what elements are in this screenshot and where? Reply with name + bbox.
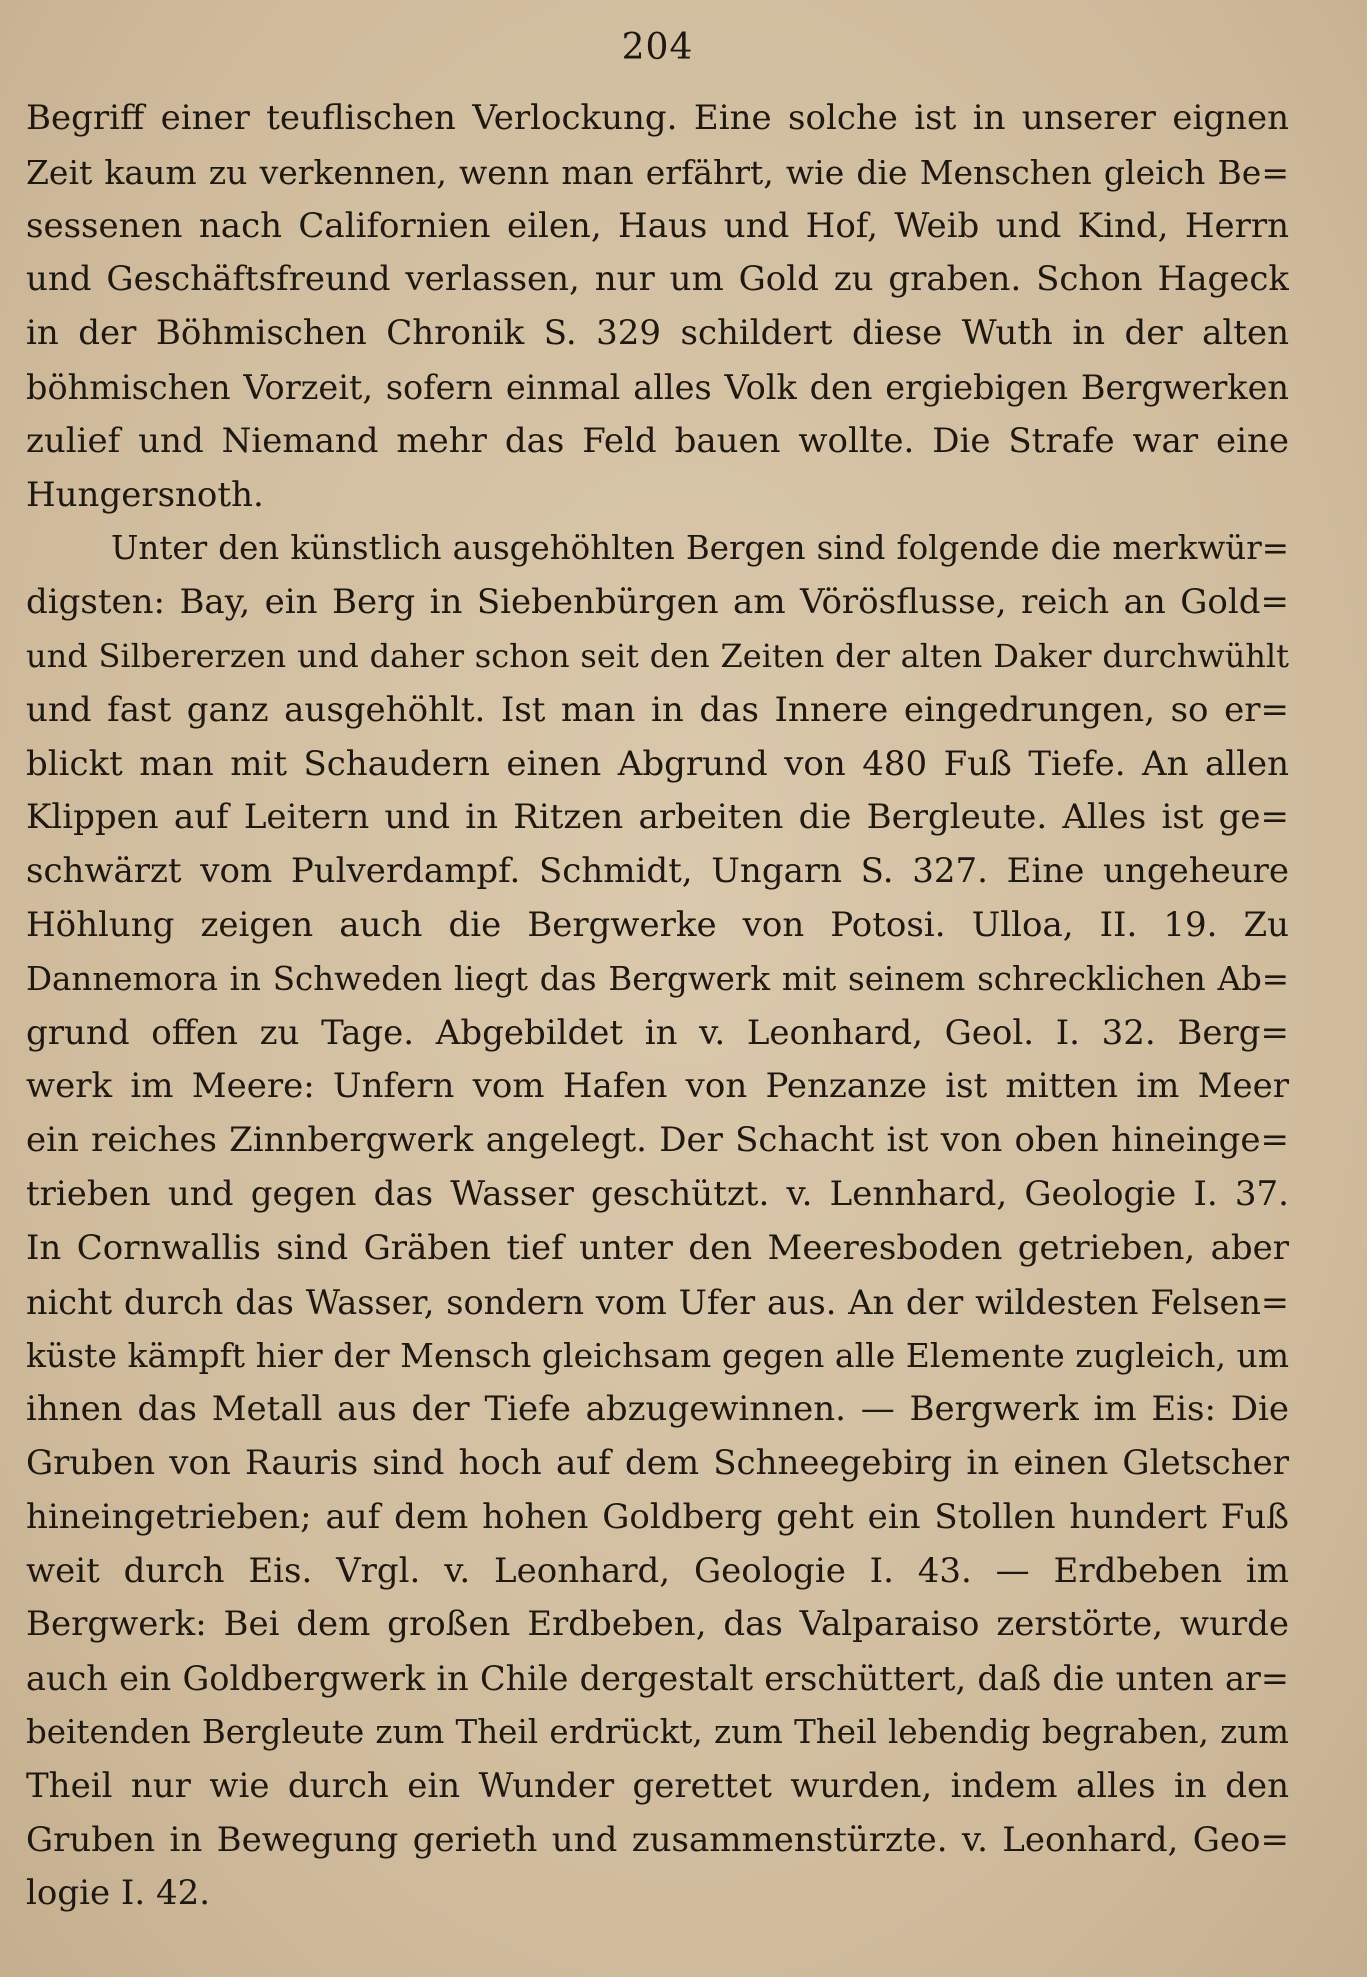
text-line: Unter den künstlich ausgehöhlten Bergen sind folgende die merkwür= (111, 529, 1289, 568)
text-line: zulief und Niemand mehr das Feld bauen wollte. Die Strafe war eine (26, 420, 1289, 461)
text-line: und Silbererzen und daher schon seit den Zeiten der alten Daker durchwühlt (26, 636, 1289, 675)
text-line: hineingetrieben; auf dem hohen Goldberg geht ein Stollen hundert Fuß (26, 1496, 1289, 1537)
body-text (26, 92, 1289, 1921)
text-line: sessenen nach Californien eilen, Haus und Hof, Weib und Kind, Herrn (26, 205, 1289, 246)
text-line: in der Böhmischen Chronik S. 329 schildert diese Wuth in der alten (26, 313, 1289, 354)
text-line: und Geschäftsfreund verlassen, nur um Gold zu graben. Schon Hageck (26, 259, 1289, 300)
page-number: 204 (621, 27, 694, 68)
text-line: In Cornwallis sind Gräben tief unter den Meeresboden getrieben, aber (26, 1227, 1289, 1268)
text-line: Dannemora in Schweden liegt das Bergwerk mit seinem schrecklichen Ab= (26, 959, 1289, 998)
text-line: schwärzt vom Pulverdampf. Schmidt, Ungarn S. 327. Eine ungeheure (26, 851, 1289, 892)
text-line: werk im Meere: Unfern vom Hafen von Penzanze ist mitten im Meer (26, 1066, 1289, 1107)
text-line: Zeit kaum zu verkennen, wenn man erfährt, wie die Menschen gleich Be= (26, 152, 1289, 192)
text-line: nicht durch das Wasser, sondern vom Ufer aus. An der wildesten Felsen= (26, 1282, 1289, 1322)
text-line: Hungersnoth. (26, 474, 264, 515)
text-line: und fast ganz ausgehöhlt. Ist man in das Innere eingedrungen, so er= (26, 689, 1289, 730)
text-line: Bergwerk: Bei dem großen Erdbeben, das Valparaiso zerstörte, wurde (26, 1604, 1289, 1645)
paragraph (26, 522, 1289, 1921)
text-line: küste kämpft hier der Mensch gleichsam gegen alle Elemente zugleich, um (26, 1336, 1289, 1376)
text-line: Klippen auf Leitern und in Ritzen arbeiten die Bergleute. Alles ist ge= (26, 797, 1289, 838)
text-line: auch ein Goldbergwerk in Chile dergestalt erschüttert, daß die unten ar= (26, 1659, 1289, 1699)
paragraph (26, 92, 1289, 522)
text-line: Gruben in Bewegung gerieth und zusammenstürzte. v. Leonhard, Geo= (26, 1819, 1289, 1860)
text-line: weit durch Eis. Vrgl. v. Leonhard, Geologie I. 43. — Erdbeben im (26, 1550, 1289, 1591)
text-line: blickt man mit Schaudern einen Abgrund von 480 Fuß Tiefe. An allen (26, 743, 1289, 784)
text-line: Höhlung zeigen auch die Bergwerke von Potosi. Ulloa, II. 19. Zu (26, 904, 1289, 945)
text-line: beitenden Bergleute zum Theil erdrückt, zum Theil lebendig begraben, zum (26, 1712, 1289, 1751)
text-line: Gruben von Rauris sind hoch auf dem Schneegebirg in einen Gletscher (26, 1442, 1289, 1483)
text-line: grund offen zu Tage. Abgebildet in v. Leonhard, Geol. I. 32. Berg= (26, 1012, 1289, 1053)
text-line: ihnen das Metall aus der Tiefe abzugewinnen. — Bergwerk im Eis: Die (26, 1389, 1289, 1430)
text-line: ein reiches Zinnbergwerk angelegt. Der Schacht ist von oben hineinge= (26, 1120, 1289, 1161)
text-line: logie I. 42. (26, 1873, 211, 1914)
text-line: böhmischen Vorzeit, sofern einmal alles Volk den ergiebigen Bergwerken (26, 367, 1289, 407)
text-line: digsten: Bay, ein Berg in Siebenbürgen am Vörösflusse, reich an Gold= (26, 582, 1289, 623)
text-line: Begriff einer teuflischen Verlockung. Eine solche ist in unserer eignen (26, 98, 1289, 138)
text-line: Theil nur wie durch ein Wunder gerettet wurden, indem alles in den (26, 1765, 1289, 1806)
text-line: trieben und gegen das Wasser geschützt. v. Lennhard, Geologie I. 37. (26, 1173, 1289, 1214)
